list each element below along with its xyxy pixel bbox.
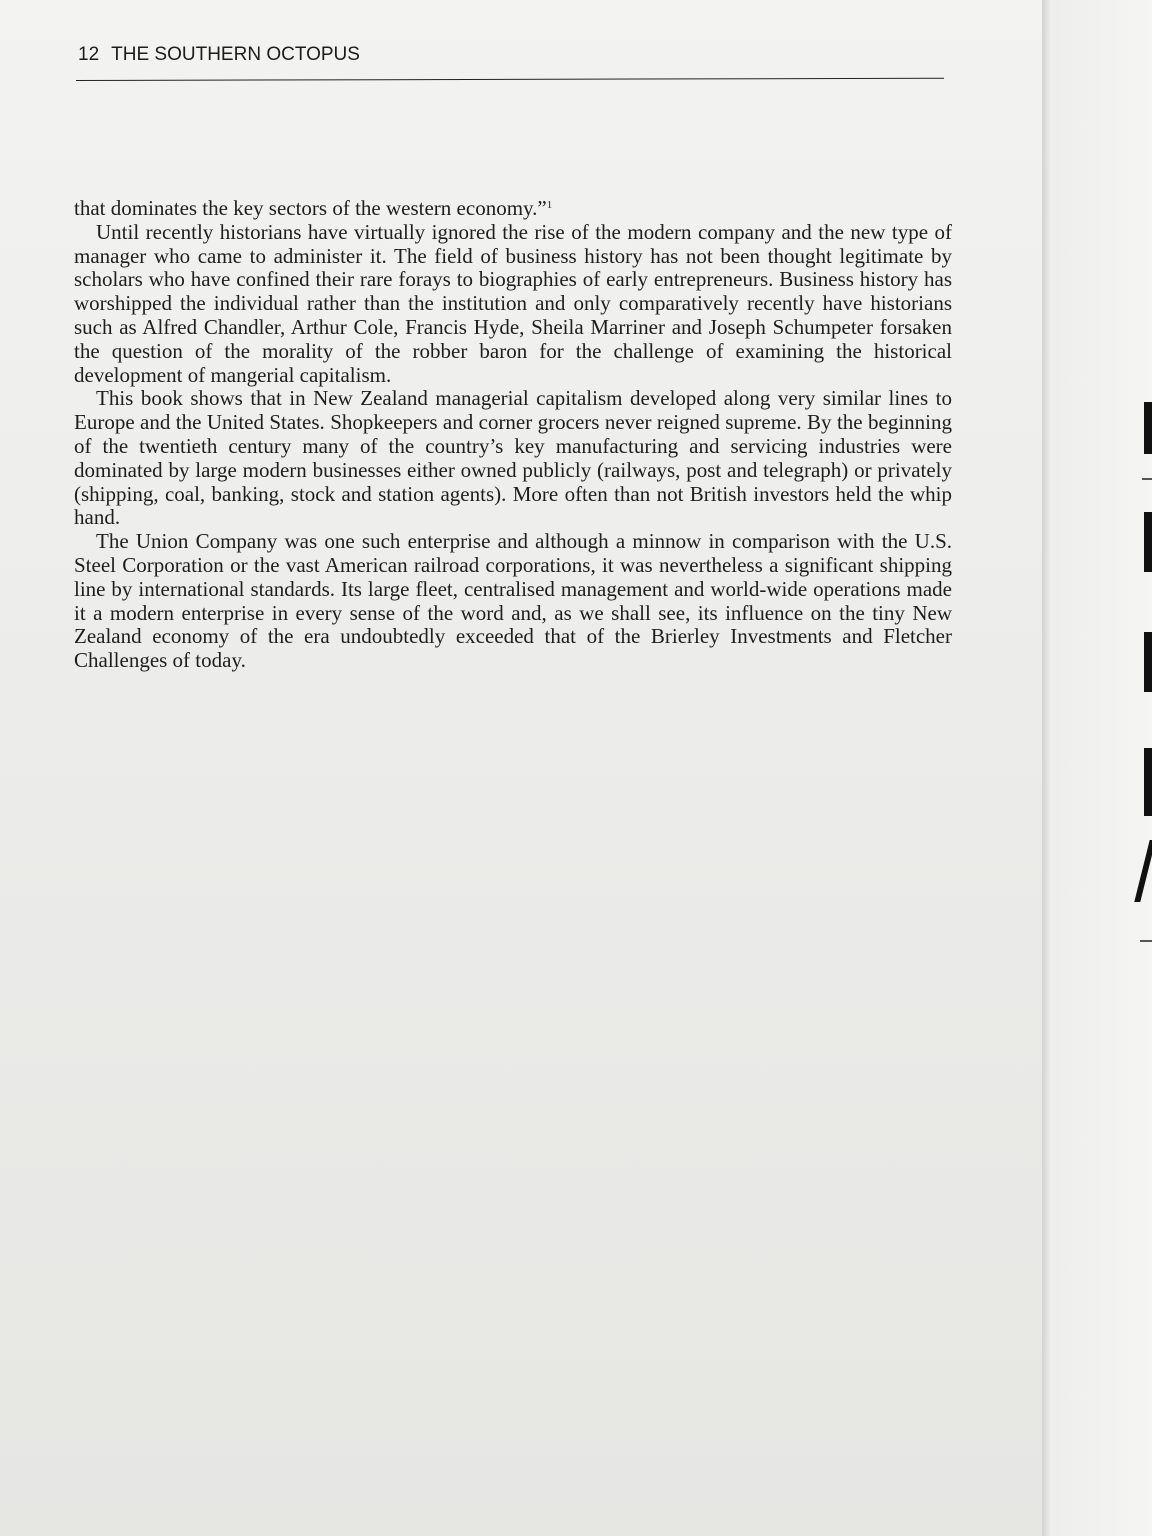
- edge-glyph: [1144, 632, 1152, 692]
- edge-rule: [1142, 478, 1152, 480]
- paragraph: The Union Company was one such enterprise and although a minnow in comparison with the U.S. Steel Corporation or the vast American railroad corporations, it was nevertheless a significant shipping line by international standards. Its large fleet, centralised management and world-wide operations made it a modern enterprise in every sense of the word and, as we shall see, its influence on the tiny New Zealand economy of the era undoubtedly exceeded that of the Brierley Investments and Fletcher Challenges of today.: [74, 529, 952, 673]
- paragraph-text: that dominates the key sectors of the western economy.”: [74, 196, 547, 220]
- paragraph-continued: [74, 197, 952, 221]
- edge-glyph: [1144, 748, 1152, 816]
- page-number: 12: [78, 44, 100, 65]
- edge-glyph: [1144, 402, 1152, 454]
- paragraph: This book shows that in New Zealand managerial capitalism developed along very similar lines to Europe and the United States. Shopkeepers and corner grocers never reigned supreme. By the beginning of the twentieth century many of the country’s key manufacturing and servicing industries were dominated by large modern businesses either owned publicly (railways, post and telegraph) or privately (shipping, coal, banking, stock and station agents). More often than not British investors held the whip hand.: [74, 386, 952, 530]
- paragraph: Until recently historians have virtually ignored the rise of the modern company and the new type of manager who came to administer it. The field of business history has not been thought legitimate by scholars who have confined their rare forays to biographies of early entrepreneurs. Business history has worshipped the individual rather than the institution and only comparatively recently have historians such as Alfred Chandler, Arthur Cole, Francis Hyde, Sheila Marriner and Joseph Schumpeter forsaken the question of the morality of the robber baron for the challenge of examining the historical development of mangerial capitalism.: [74, 219, 952, 387]
- running-head: [78, 44, 360, 66]
- running-title: THE SOUTHERN OCTOPUS: [111, 44, 360, 65]
- body-text: [74, 197, 952, 673]
- footnote-reference: 1: [546, 199, 553, 211]
- edge-glyph: [1144, 512, 1152, 572]
- facing-page-edge: [1042, 0, 1152, 1536]
- edge-rule: [1140, 940, 1152, 942]
- header-rule: [76, 78, 944, 81]
- edge-glyph: [1134, 840, 1152, 902]
